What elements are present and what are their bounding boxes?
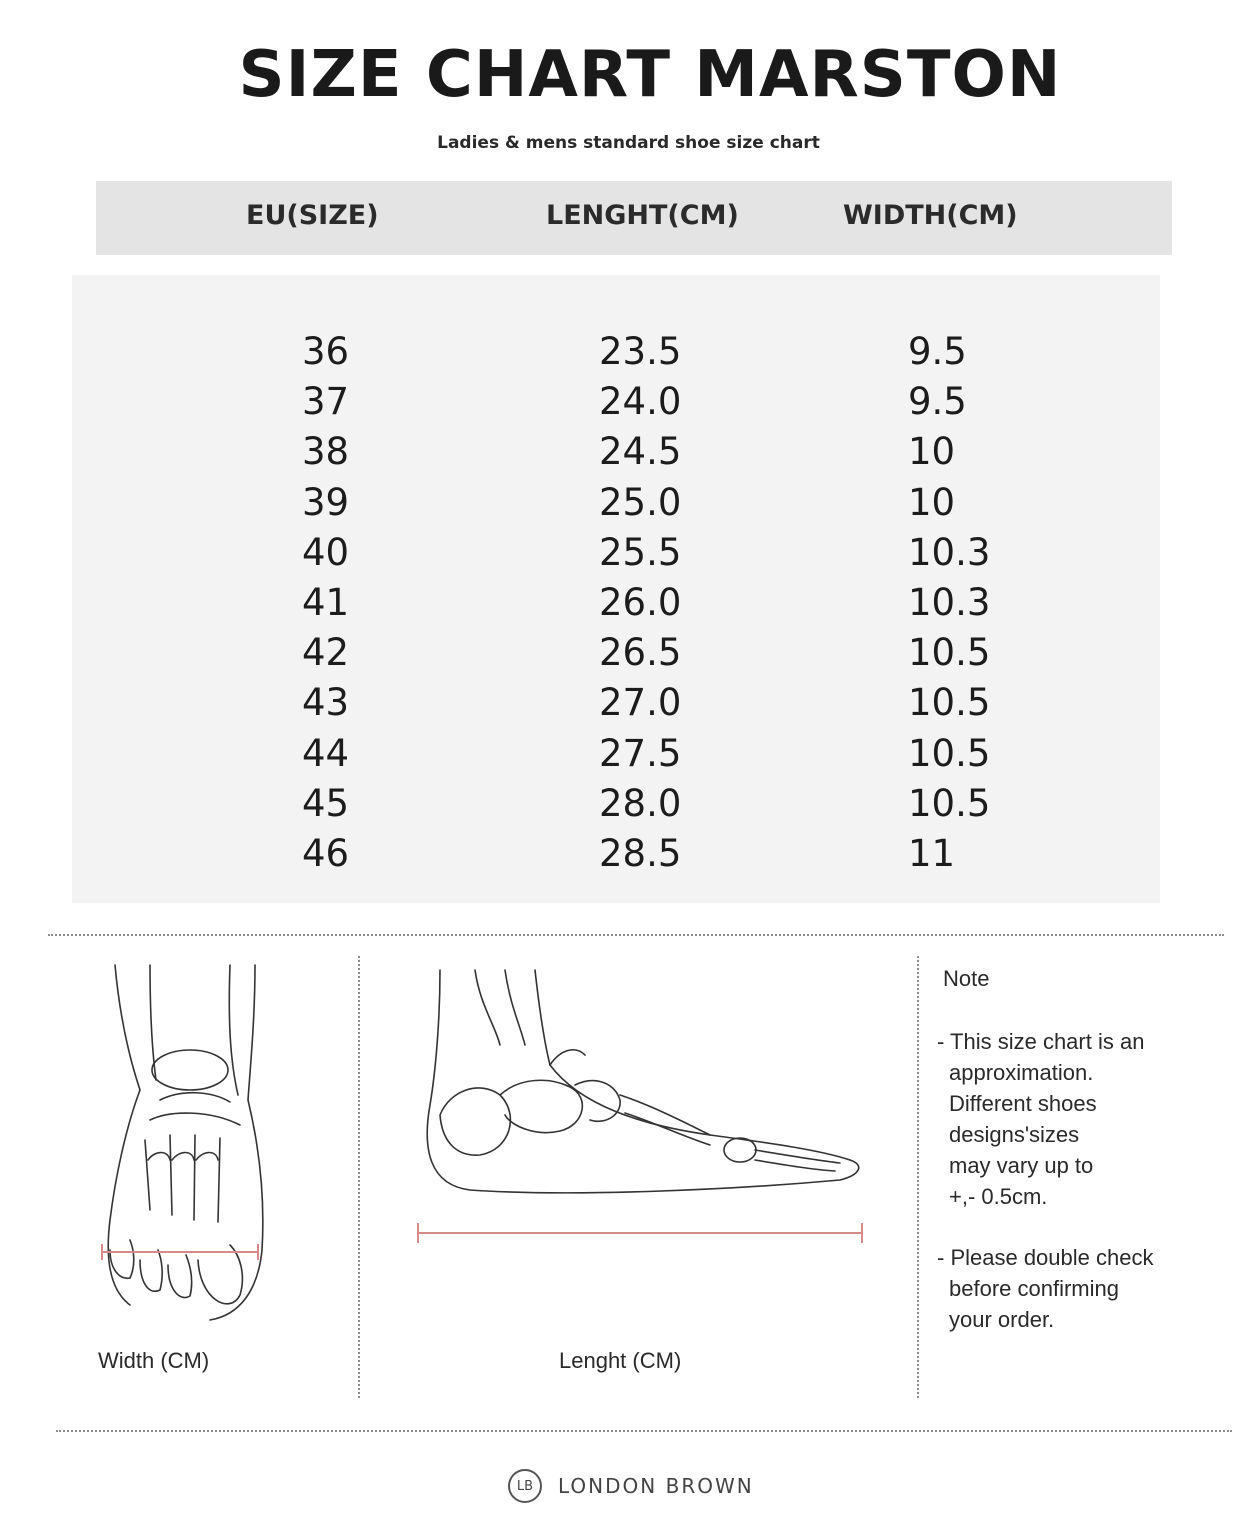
divider-vertical-left [358, 956, 360, 1398]
header-eu-size: EU(SIZE) [246, 200, 379, 231]
table-cell: 24.5 [599, 430, 682, 474]
table-cell: 26.5 [599, 631, 682, 675]
divider-top [48, 934, 1224, 936]
foot-top-view-illustration [90, 960, 280, 1340]
table-cell: 23.5 [599, 330, 682, 373]
table-cell: 45 [302, 781, 350, 825]
table-cell: 9.5 [908, 380, 967, 424]
table-cell: 42 [302, 631, 350, 675]
table-cell: 38 [302, 430, 350, 474]
page-subtitle: Ladies & mens standard shoe size chart [437, 133, 820, 153]
width-caption: Width (CM) [98, 1348, 210, 1373]
table-cell: 27.5 [599, 731, 682, 775]
length-caption: Lenght (CM) [559, 1348, 682, 1373]
table-cell: 27.0 [599, 681, 682, 725]
table-cell: 37 [302, 380, 350, 424]
table-cell: 36 [302, 330, 350, 373]
brand-name: LONDON BROWN [558, 1474, 754, 1498]
note-line: approximation. [949, 1060, 1094, 1085]
note-line: before confirming [949, 1276, 1119, 1301]
table-cell: 25.5 [599, 530, 682, 574]
table-cell: 9.5 [908, 330, 967, 373]
divider-vertical-right [917, 956, 919, 1398]
foot-side-view-illustration [410, 965, 880, 1255]
table-cell: 28.0 [599, 781, 682, 825]
table-cell: 10.5 [908, 631, 991, 675]
column-width [908, 327, 990, 879]
table-cell: 25.0 [599, 480, 682, 524]
page-title: SIZE CHART MARSTON [238, 38, 1062, 112]
table-cell: 10 [908, 480, 956, 524]
table-cell: 40 [302, 530, 350, 574]
note-block-double-check [937, 1242, 1153, 1335]
table-cell: 43 [302, 681, 350, 725]
column-length [599, 327, 681, 879]
brand-monogram: LB [508, 1469, 542, 1503]
note-line: - This size chart is an [937, 1029, 1145, 1054]
note-line: +,- 0.5cm. [949, 1184, 1048, 1209]
table-cell: 10.5 [908, 681, 991, 725]
table-cell: 10.5 [908, 731, 991, 775]
header-width: WIDTH(CM) [843, 200, 1018, 231]
header-length: LENGHT(CM) [546, 200, 739, 231]
table-cell: 10.3 [908, 530, 991, 574]
note-line: designs'sizes [949, 1122, 1080, 1147]
table-cell: 28.5 [599, 831, 682, 875]
column-eu-size [302, 327, 349, 879]
note-block-approximation [937, 1026, 1144, 1212]
table-cell: 26.0 [599, 580, 682, 624]
table-cell: 10.5 [908, 781, 991, 825]
note-line: Different shoes [949, 1091, 1097, 1116]
table-cell: 11 [908, 831, 956, 875]
table-cell: 10.3 [908, 580, 991, 624]
note-line: may vary up to [949, 1153, 1094, 1178]
table-cell: 41 [302, 580, 350, 624]
table-cell: 10 [908, 430, 956, 474]
note-line: your order. [949, 1307, 1055, 1332]
brand-logo [508, 1466, 754, 1506]
table-cell: 44 [302, 731, 350, 775]
divider-bottom [56, 1430, 1232, 1432]
note-line: - Please double check [937, 1245, 1154, 1270]
table-cell: 24.0 [599, 380, 682, 424]
table-cell: 39 [302, 480, 350, 524]
note-title: Note [943, 966, 990, 991]
table-cell: 46 [302, 831, 350, 875]
